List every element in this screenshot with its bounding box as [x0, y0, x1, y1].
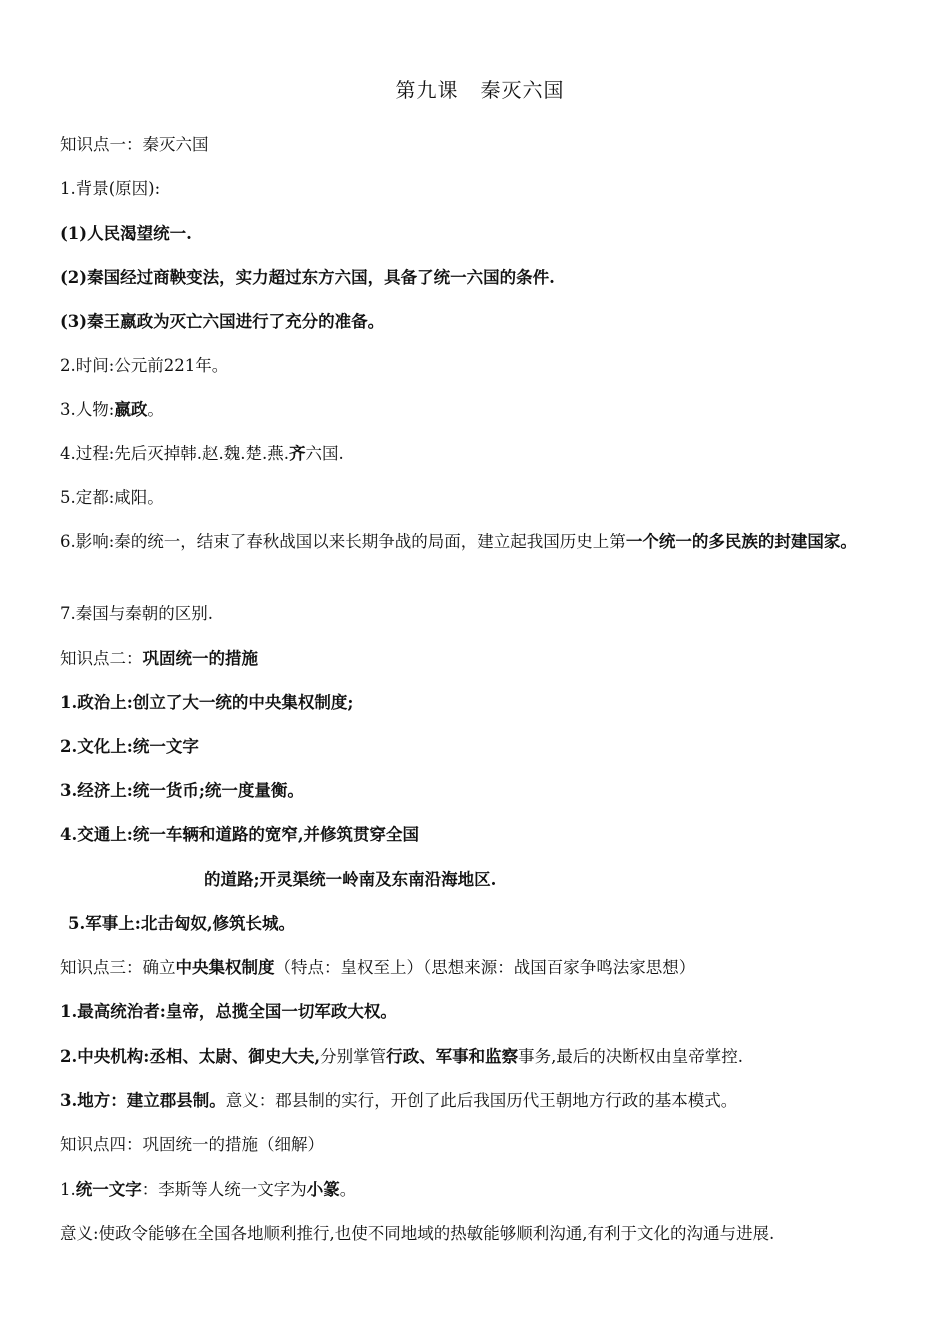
k3-heading-c: （特点：皇权至上）（思想来源：战国百家争鸣法家思想） [274, 958, 696, 977]
k3-point-2c: 行政、军事和监察 [386, 1047, 519, 1066]
k4-writing-e: 。 [339, 1180, 357, 1199]
k3-point-3a: 3.地方：建立郡县制。 [60, 1091, 226, 1110]
k3-point-2d: 事务,最后的决断权由皇帝掌控. [518, 1047, 744, 1066]
k1-impact-b: 一个统一的多民族的封建国家。 [625, 532, 857, 551]
k1-heading: 知识点一：秦灭六国 [60, 135, 209, 154]
k1-impact [60, 527, 905, 557]
title-lesson: 第九课 [395, 78, 459, 102]
title-topic: 秦灭六国 [480, 78, 565, 102]
k1-process-b: 齐 [289, 444, 306, 463]
k4-writing-d: 小篆 [306, 1180, 340, 1199]
k1-person-label: 3.人物: [60, 400, 115, 419]
k2-heading-a: 知识点二： [60, 649, 143, 668]
k3-heading [60, 955, 910, 981]
k1-person-end: 。 [147, 400, 164, 419]
k3-point-2 [60, 1044, 910, 1070]
k3-point-2a: 2.中央机构:丞相、太尉、御史大夫, [60, 1047, 321, 1066]
k4-writing-a: 1. [60, 1180, 76, 1199]
k2-measure-1: 1.政治上:创立了大一统的中央集权制度; [60, 693, 354, 712]
k1-process-c: 六国. [305, 444, 344, 463]
k2-measure-3: 3.经济上:统一货币;统一度量衡。 [60, 781, 304, 800]
k1-person [60, 397, 910, 423]
k1-background-label: 1.背景(原因): [60, 179, 161, 198]
k4-heading: 知识点四：巩固统一的措施（细解） [60, 1135, 324, 1154]
k2-measure-5: 5.军事上:北击匈奴,修筑长城。 [68, 914, 296, 933]
k4-writing-c: ：李斯等人统一文字为 [141, 1180, 307, 1199]
k4-writing-b: 统一文字 [75, 1180, 142, 1199]
k2-measure-2: 2.文化上:统一文字 [60, 737, 199, 756]
k1-background-3: (3)秦王嬴政为灭亡六国进行了充分的准备。 [60, 312, 385, 331]
k3-point-2b: 分别掌管 [320, 1047, 387, 1066]
k2-heading [60, 646, 910, 672]
k1-difference: 7.秦国与秦朝的区别. [60, 604, 213, 623]
k1-process [60, 441, 910, 467]
k1-person-name: 嬴政 [114, 400, 148, 419]
k1-process-a: 4.过程:先后灭掉韩.赵.魏.楚.燕. [60, 444, 290, 463]
k1-background-2: (2)秦国经过商鞅变法，实力超过东方六国，具备了统一六国的条件. [60, 268, 555, 287]
k1-background-1: (1)人民渴望统一. [60, 224, 192, 243]
k2-measure-4b: 的道路;开灵渠统一岭南及东南沿海地区. [204, 870, 497, 889]
k1-capital: 5.定都:咸阳。 [60, 488, 164, 507]
k2-heading-b: 巩固统一的措施 [142, 649, 258, 668]
k1-impact-a: 6.影响:秦的统一，结束了春秋战国以来长期争战的局面，建立起我国历史上第 [60, 532, 626, 551]
page-title [0, 74, 950, 103]
k3-point-1: 1.最高统治者:皇帝，总揽全国一切军政大权。 [60, 1002, 397, 1021]
k4-writing [60, 1177, 910, 1203]
k4-meaning: 意义:使政令能够在全国各地顺利推行,也使不同地域的热敏能够顺利沟通,有利于文化的沟通与进展. [60, 1224, 775, 1243]
k3-heading-a: 知识点三：确立 [60, 958, 176, 977]
k3-point-3 [60, 1088, 910, 1114]
k1-time: 2.时间:公元前221年。 [60, 356, 229, 375]
k2-measure-4a: 4.交通上:统一车辆和道路的宽窄,并修筑贯穿全国 [60, 825, 420, 844]
k3-point-3b: 意义：郡县制的实行，开创了此后我国历代王朝地方行政的基本模式。 [225, 1091, 738, 1110]
k3-heading-b: 中央集权制度 [175, 958, 275, 977]
